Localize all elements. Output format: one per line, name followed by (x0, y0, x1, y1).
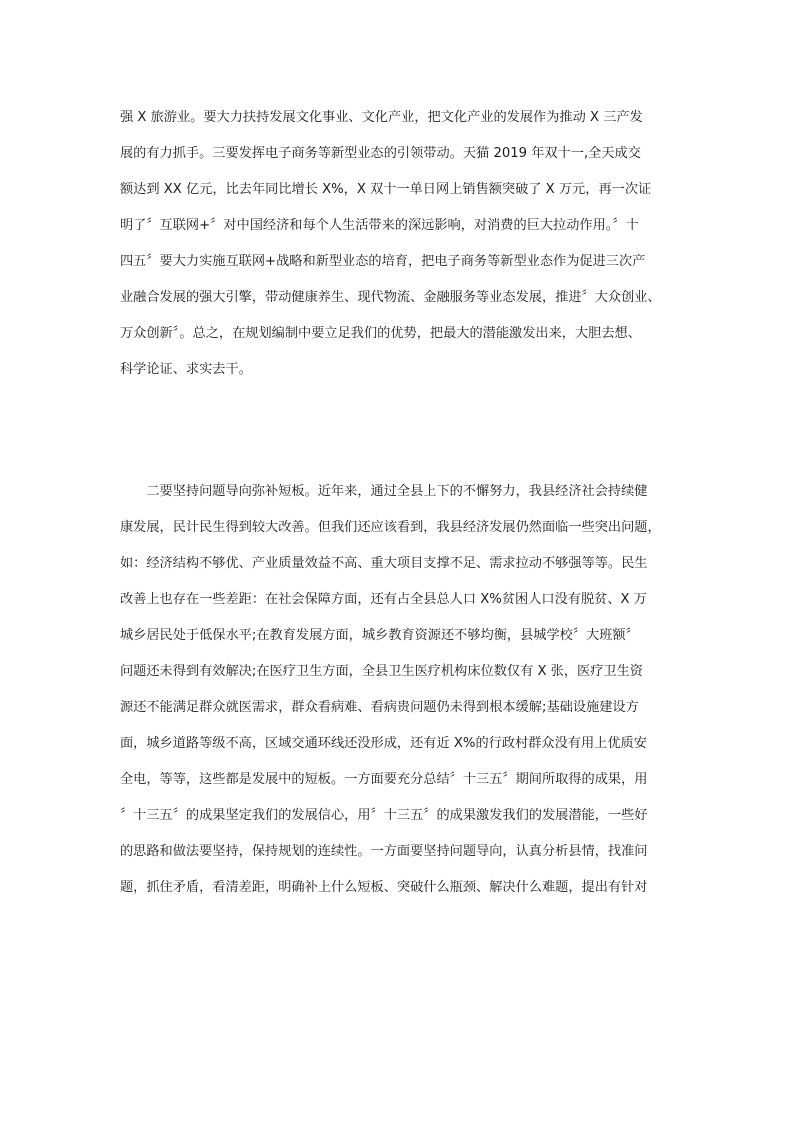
text-line: 康发展，民计民生得到较大改善。但我们还应该看到，我县经济发展仍然面临一些突出问题， (120, 520, 661, 535)
text-line: 〞十三五〞的成果坚定我们的发展信心，用〞十三五〞的成果激发我们的发展潜能，一些好 (120, 808, 648, 823)
text-line: 额达到 XX 亿元，比去年同比增长 X%，X 双十一单日网上销售额突破了 X 万元，再一次证 (120, 182, 652, 197)
text-line: 科学论证、求实去干。 (120, 362, 252, 377)
text-line: 明了〞互联网+〞对中国经济和每个人生活带来的深远影响，对消费的巨大拉动作用。〞十 (120, 218, 639, 233)
text-line: 源还不能满足群众就医需求，群众看病难、看病贵问题仍未得到根本缓解;基础设施建设方 (120, 700, 639, 715)
text-line: 的思路和做法要坚持，保持规划的连续性。一方面要坚持问题导向，认真分析县情，找准问 (120, 844, 648, 859)
text-line: 问题还未得到有效解决;在医疗卫生方面，全县卫生医疗机构床位数仅有 X 张，医疗卫生资 (120, 664, 643, 679)
text-line: 题，抓住矛盾，看清差距，明确补上什么短板、突破什么瓶颈、解决什么难题，提出有针对 (120, 880, 648, 895)
paragraph-2 (120, 474, 690, 906)
text-line: 面，城乡道路等级不高，区域交通环线还没形成，还有近 X%的行政村群众没有用上优质安 (120, 736, 647, 751)
text-line: 展的有力抓手。三要发挥电子商务等新型业态的引领带动。天猫 2019 年双十一,全天成交 (120, 146, 641, 161)
text-line: 改善上也存在一些差距：在社会保障方面，还有占全县总人口 X%贫困人口没有脱贫、X 万 (120, 592, 647, 607)
text-line: 如：经济结构不够优、产业质量效益不高、重大项目支撑不足、需求拉动不够强等等。民生 (120, 556, 648, 571)
text-line: 二要坚持问题导向弥补短板。近年来，通过全县上下的不懈努力，我县经济社会持续健 (120, 484, 648, 499)
paragraph-1 (120, 100, 690, 388)
text-line: 四五〞要大力实施互联网+战略和新型业态的培育，把电子商务等新型业态作为促进三次产 (120, 254, 646, 269)
text-line: 业融合发展的强大引擎，带动健康养生、现代物流、金融服务等业态发展，推进〞大众创业、 (120, 290, 661, 305)
text-line: 万众创新〞。总之，在规划编制中要立足我们的优势，把最大的潜能激发出来，大胆去想、 (120, 326, 641, 341)
text-line: 全电，等等，这些都是发展中的短板。一方面要充分总结〞十三五〞期间所取得的成果，用 (120, 772, 648, 787)
text-line: 强 X 旅游业。要大力扶持发展文化事业、文化产业，把文化产业的发展作为推动 X 三产发 (120, 110, 643, 125)
text-line: 城乡居民处于低保水平;在教育发展方面，城乡教育资源还不够均衡，县城学校〞大班额〞 (120, 628, 639, 643)
